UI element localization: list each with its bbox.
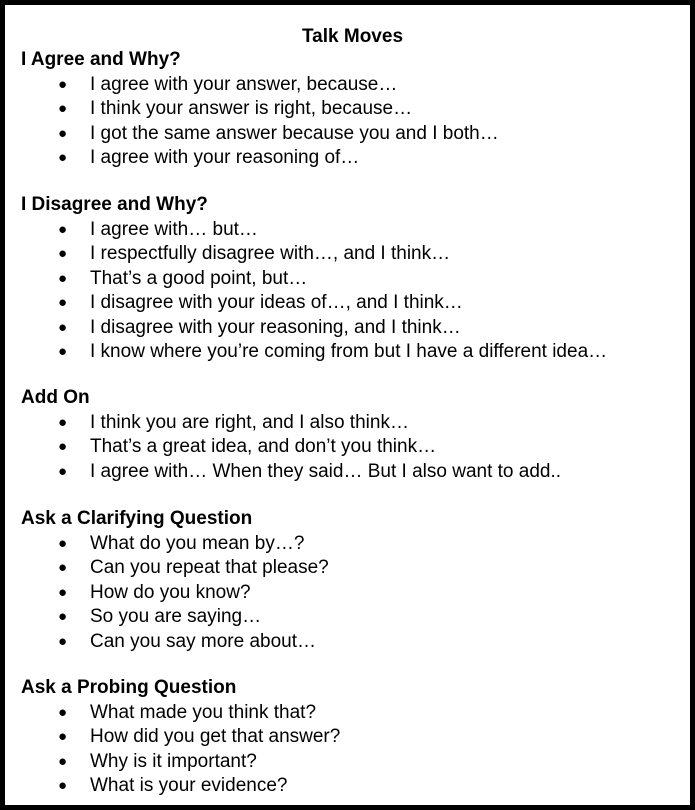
section-i-agree-and-why [21, 48, 691, 171]
section-ask-a-probing-question [21, 676, 691, 799]
bullet-icon: ● [58, 777, 68, 794]
list-item [21, 122, 691, 147]
bullet-icon: ● [58, 245, 68, 262]
list-item-text: I think you are right, and I also think… [90, 411, 409, 433]
list-item-text: What is your evidence? [90, 775, 288, 796]
list-item-text: So you are saying… [90, 606, 262, 627]
list-item [21, 73, 691, 98]
list-item-text: Can you repeat that please? [90, 557, 329, 578]
bullet-icon: ● [58, 438, 68, 455]
list-item-text: I disagree with your reasoning, and I think… [90, 316, 461, 338]
document-title: Talk Moves [301, 26, 404, 47]
bullet-icon: ● [58, 559, 68, 576]
list-item [21, 556, 691, 581]
list-item [21, 411, 691, 436]
list-item [21, 291, 691, 316]
list-item-text: That’s a good point, but… [90, 267, 308, 289]
bullet-icon: ● [58, 269, 68, 287]
list-item-text: I know where you’re coming from but I have a different idea… [90, 341, 608, 362]
list-item [21, 340, 691, 365]
list-item [21, 146, 691, 171]
list-item [21, 316, 691, 341]
bullet-icon: ● [58, 149, 68, 166]
section-ask-a-clarifying-question [21, 507, 691, 654]
list-item [21, 218, 691, 243]
list-item-text: That’s a great idea, and don’t you think… [90, 436, 437, 457]
list-item-text: I respectfully disagree with…, and I think… [90, 243, 451, 264]
list-item [21, 630, 691, 655]
list-item [21, 97, 691, 122]
bullet-icon: ● [58, 608, 68, 625]
item-list [21, 411, 691, 485]
list-item [21, 581, 691, 606]
list-item [21, 532, 691, 557]
item-list [21, 73, 691, 171]
list-item-text: I disagree with your ideas of…, and I think… [90, 292, 463, 313]
bullet-icon: ● [58, 294, 68, 311]
list-item-text: What made you think that? [90, 701, 317, 723]
bullet-icon: ● [58, 632, 68, 650]
list-item-text: How did you get that answer? [90, 726, 341, 747]
section-i-disagree-and-why [21, 193, 691, 365]
list-item-text: What do you mean by…? [90, 532, 305, 554]
bullet-icon: ● [58, 100, 68, 117]
bullet-icon: ● [58, 462, 68, 480]
section-heading: Ask a Clarifying Question [21, 508, 253, 529]
list-item-text: I agree with… When they said… But I also want to add.. [90, 460, 562, 482]
bullet-icon: ● [58, 583, 68, 601]
section-heading: I Agree and Why? [21, 49, 181, 70]
section-add-on [21, 386, 691, 484]
item-list [21, 218, 691, 365]
bullet-icon: ● [58, 318, 68, 336]
bullet-icon: ● [58, 124, 68, 142]
list-item-text: I agree with… but… [90, 218, 258, 240]
list-item-text: I think your answer is right, because… [90, 98, 413, 119]
list-item [21, 725, 691, 750]
item-list [21, 701, 691, 799]
list-item-text: I agree with your reasoning of… [90, 147, 360, 168]
list-item-text: Can you say more about… [90, 630, 317, 652]
bullet-icon: ● [58, 703, 68, 721]
section-heading: I Disagree and Why? [21, 194, 208, 215]
bullet-icon: ● [58, 220, 68, 238]
list-item [21, 774, 691, 799]
list-item-text: I got the same answer because you and I both… [90, 122, 499, 144]
list-item-text: Why is it important? [90, 750, 257, 772]
list-item [21, 242, 691, 267]
list-item [21, 267, 691, 292]
section-heading: Ask a Probing Question [21, 677, 237, 698]
bullet-icon: ● [58, 534, 68, 552]
list-item [21, 460, 691, 485]
list-item [21, 435, 691, 460]
bullet-icon: ● [58, 413, 68, 431]
section-heading: Add On [21, 387, 90, 408]
list-item-text: I agree with your answer, because… [90, 73, 398, 95]
bullet-icon: ● [58, 728, 68, 745]
bullet-icon: ● [58, 752, 68, 770]
list-item [21, 605, 691, 630]
list-item [21, 701, 691, 726]
list-item-text: How do you know? [90, 581, 251, 603]
item-list [21, 532, 691, 655]
list-item [21, 750, 691, 775]
bullet-icon: ● [58, 343, 68, 360]
bullet-icon: ● [58, 75, 68, 93]
